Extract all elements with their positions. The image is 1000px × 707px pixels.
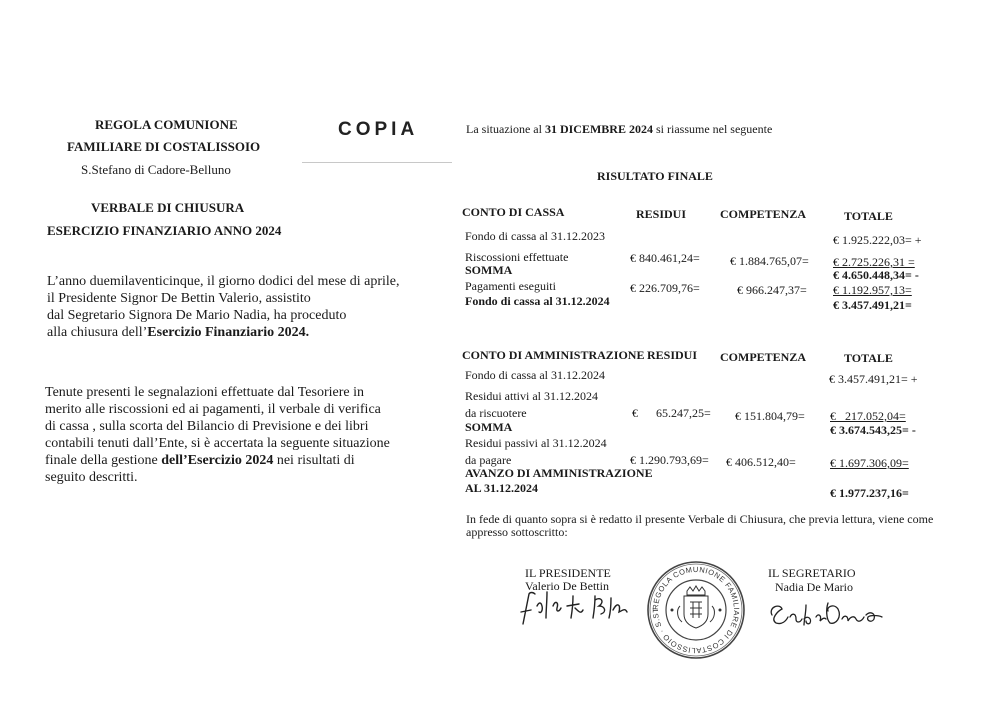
amministrazione-attivi-label: Residui attivi al 31.12.2024 <box>465 389 598 403</box>
cassa-riscossioni-label: Riscossioni effettuate <box>465 250 569 264</box>
cassa-col-totale: TOTALE <box>844 209 893 223</box>
presidente-signature <box>515 588 645 628</box>
amministrazione-attivi-residui: 65.247,25= <box>656 406 711 420</box>
risultato-finale-heading: RISULTATO FINALE <box>597 169 713 183</box>
org-location: S.Stefano di Cadore-Belluno <box>81 162 231 177</box>
situation-sentence: La situazione al 31 DICEMBRE 2024 si riassume nel seguente <box>466 122 773 136</box>
amministrazione-col-competenza: COMPETENZA <box>720 350 807 364</box>
cassa-pagamenti-residui: € 226.709,76= <box>630 281 700 295</box>
avanzo-totale: € 1.977.237,16= <box>830 486 909 500</box>
cassa-pagamenti-competenza: € 966.247,37= <box>737 283 807 297</box>
intro-emphasis: Esercizio Finanziario 2024. <box>147 325 310 340</box>
amministrazione-fondo-label: Fondo di cassa al 31.12.2024 <box>465 368 605 382</box>
amministrazione-fondo-totale: € 3.457.491,21= + <box>829 372 918 386</box>
amministrazione-passivi-sub: da pagare <box>465 453 512 467</box>
amministrazione-attivi-totale: € 217.052,04= <box>830 409 906 423</box>
cassa-title: CONTO DI CASSA <box>462 205 565 219</box>
intro-line: alla chiusura dell’Esercizio Finanziario 2024. <box>47 325 310 340</box>
amministrazione-attivi-euro: € <box>632 406 638 420</box>
copia-mark: COPIA <box>338 119 419 140</box>
amministrazione-attivi-sub: da riscuotere <box>465 406 527 420</box>
body-line: contabili tenuti dall’Ente, si è accertata la seguente situazione <box>45 436 390 451</box>
cassa-fondo-label: Fondo di cassa al 31.12.2023 <box>465 229 605 243</box>
body-line: seguito descritti. <box>45 470 138 485</box>
amministrazione-passivi-totale: € 1.697.306,09= <box>830 456 909 470</box>
divider-line <box>302 162 452 163</box>
intro-line: il Presidente Signor De Bettin Valerio, assistito <box>47 291 311 306</box>
avanzo-label-line2: AL 31.12.2024 <box>465 481 539 495</box>
body-paragraph <box>45 384 390 486</box>
presidente-name: Valerio De Bettin <box>525 579 609 593</box>
avanzo-label-line1: AVANZO DI AMMINISTRAZIONE <box>465 466 653 480</box>
amministrazione-col-totale: TOTALE <box>844 351 893 365</box>
body-line: finale della gestione dell’Esercizio 2024 nei risultati di <box>45 453 355 468</box>
cassa-riscossioni-competenza: € 1.884.765,07= <box>730 254 809 268</box>
cassa-pagamenti-totale: € 1.192.957,13= <box>833 283 912 297</box>
amministrazione-title: CONTO DI AMMINISTRAZIONE <box>462 348 645 362</box>
segretario-title: IL SEGRETARIO <box>768 566 856 580</box>
body-line: di cassa , sulla scorta del Bilancio di Previsione e dei libri <box>45 419 369 434</box>
cassa-pagamenti-label: Pagamenti eseguiti <box>465 279 556 293</box>
cassa-somma-label: SOMMA <box>465 263 513 277</box>
org-name-line2: FAMILIARE DI COSTALISSOIO <box>67 139 261 154</box>
cassa-fondo-finale-totale: € 3.457.491,21= <box>833 298 912 312</box>
intro-paragraph <box>47 273 400 341</box>
cassa-riscossioni-residui: € 840.461,24= <box>630 251 700 265</box>
body-line: Tenute presenti le segnalazioni effettuate dal Tesoriere in <box>45 385 364 400</box>
cassa-riscossioni-totale: € 2.725.226,31 = <box>833 255 915 269</box>
amministrazione-somma-totale: € 3.674.543,25= - <box>830 423 916 437</box>
closing-line1: In fede di quanto sopra si è redatto il presente Verbale di Chiusura, che previa lettura, viene come <box>466 512 934 526</box>
amministrazione-col-residui: RESIDUI <box>647 348 698 362</box>
cassa-fondo-totale: € 1.925.222,03= + <box>833 233 922 247</box>
amministrazione-passivi-residui: € 1.290.793,69= <box>630 453 709 467</box>
amministrazione-passivi-competenza: € 406.512,40= <box>726 455 796 469</box>
amministrazione-passivi-label: Residui passivi al 31.12.2024 <box>465 436 607 450</box>
org-name-line1: REGOLA COMUNIONE <box>95 117 238 132</box>
presidente-title: IL PRESIDENTE <box>525 566 611 580</box>
amministrazione-somma-label: SOMMA <box>465 420 513 434</box>
document-title: VERBALE DI CHIUSURA <box>91 200 245 215</box>
cassa-col-residui: RESIDUI <box>636 207 687 221</box>
document-subtitle: ESERCIZIO FINANZIARIO ANNO 2024 <box>47 223 282 238</box>
amministrazione-attivi-competenza: € 151.804,79= <box>735 409 805 423</box>
svg-text:REGOLA COMUNIONE FAMILIARE DI: REGOLA COMUNIONE FAMILIARE DI COSTALISSOIO · S.ST <box>650 564 742 656</box>
official-stamp <box>646 560 746 660</box>
segretario-name: Nadia De Mario <box>775 580 853 594</box>
closing-line2: appresso sottoscritto: <box>466 525 568 539</box>
cassa-col-competenza: COMPETENZA <box>720 207 807 221</box>
intro-line: L’anno duemilaventicinque, il giorno dodici del mese di aprile, <box>47 274 400 289</box>
segretario-signature <box>766 597 886 633</box>
cassa-fondo-finale-label: Fondo di cassa al 31.12.2024 <box>465 294 610 308</box>
cassa-somma-totale: € 4.650.448,34= - <box>833 268 919 282</box>
body-emphasis: dell’Esercizio 2024 <box>161 453 274 468</box>
stamp-seal-icon <box>646 560 746 660</box>
intro-line: dal Segretario Signora De Mario Nadia, ha proceduto <box>47 308 347 323</box>
body-line: merito alle riscossioni ed ai pagamenti, il verbale di verifica <box>45 402 381 417</box>
